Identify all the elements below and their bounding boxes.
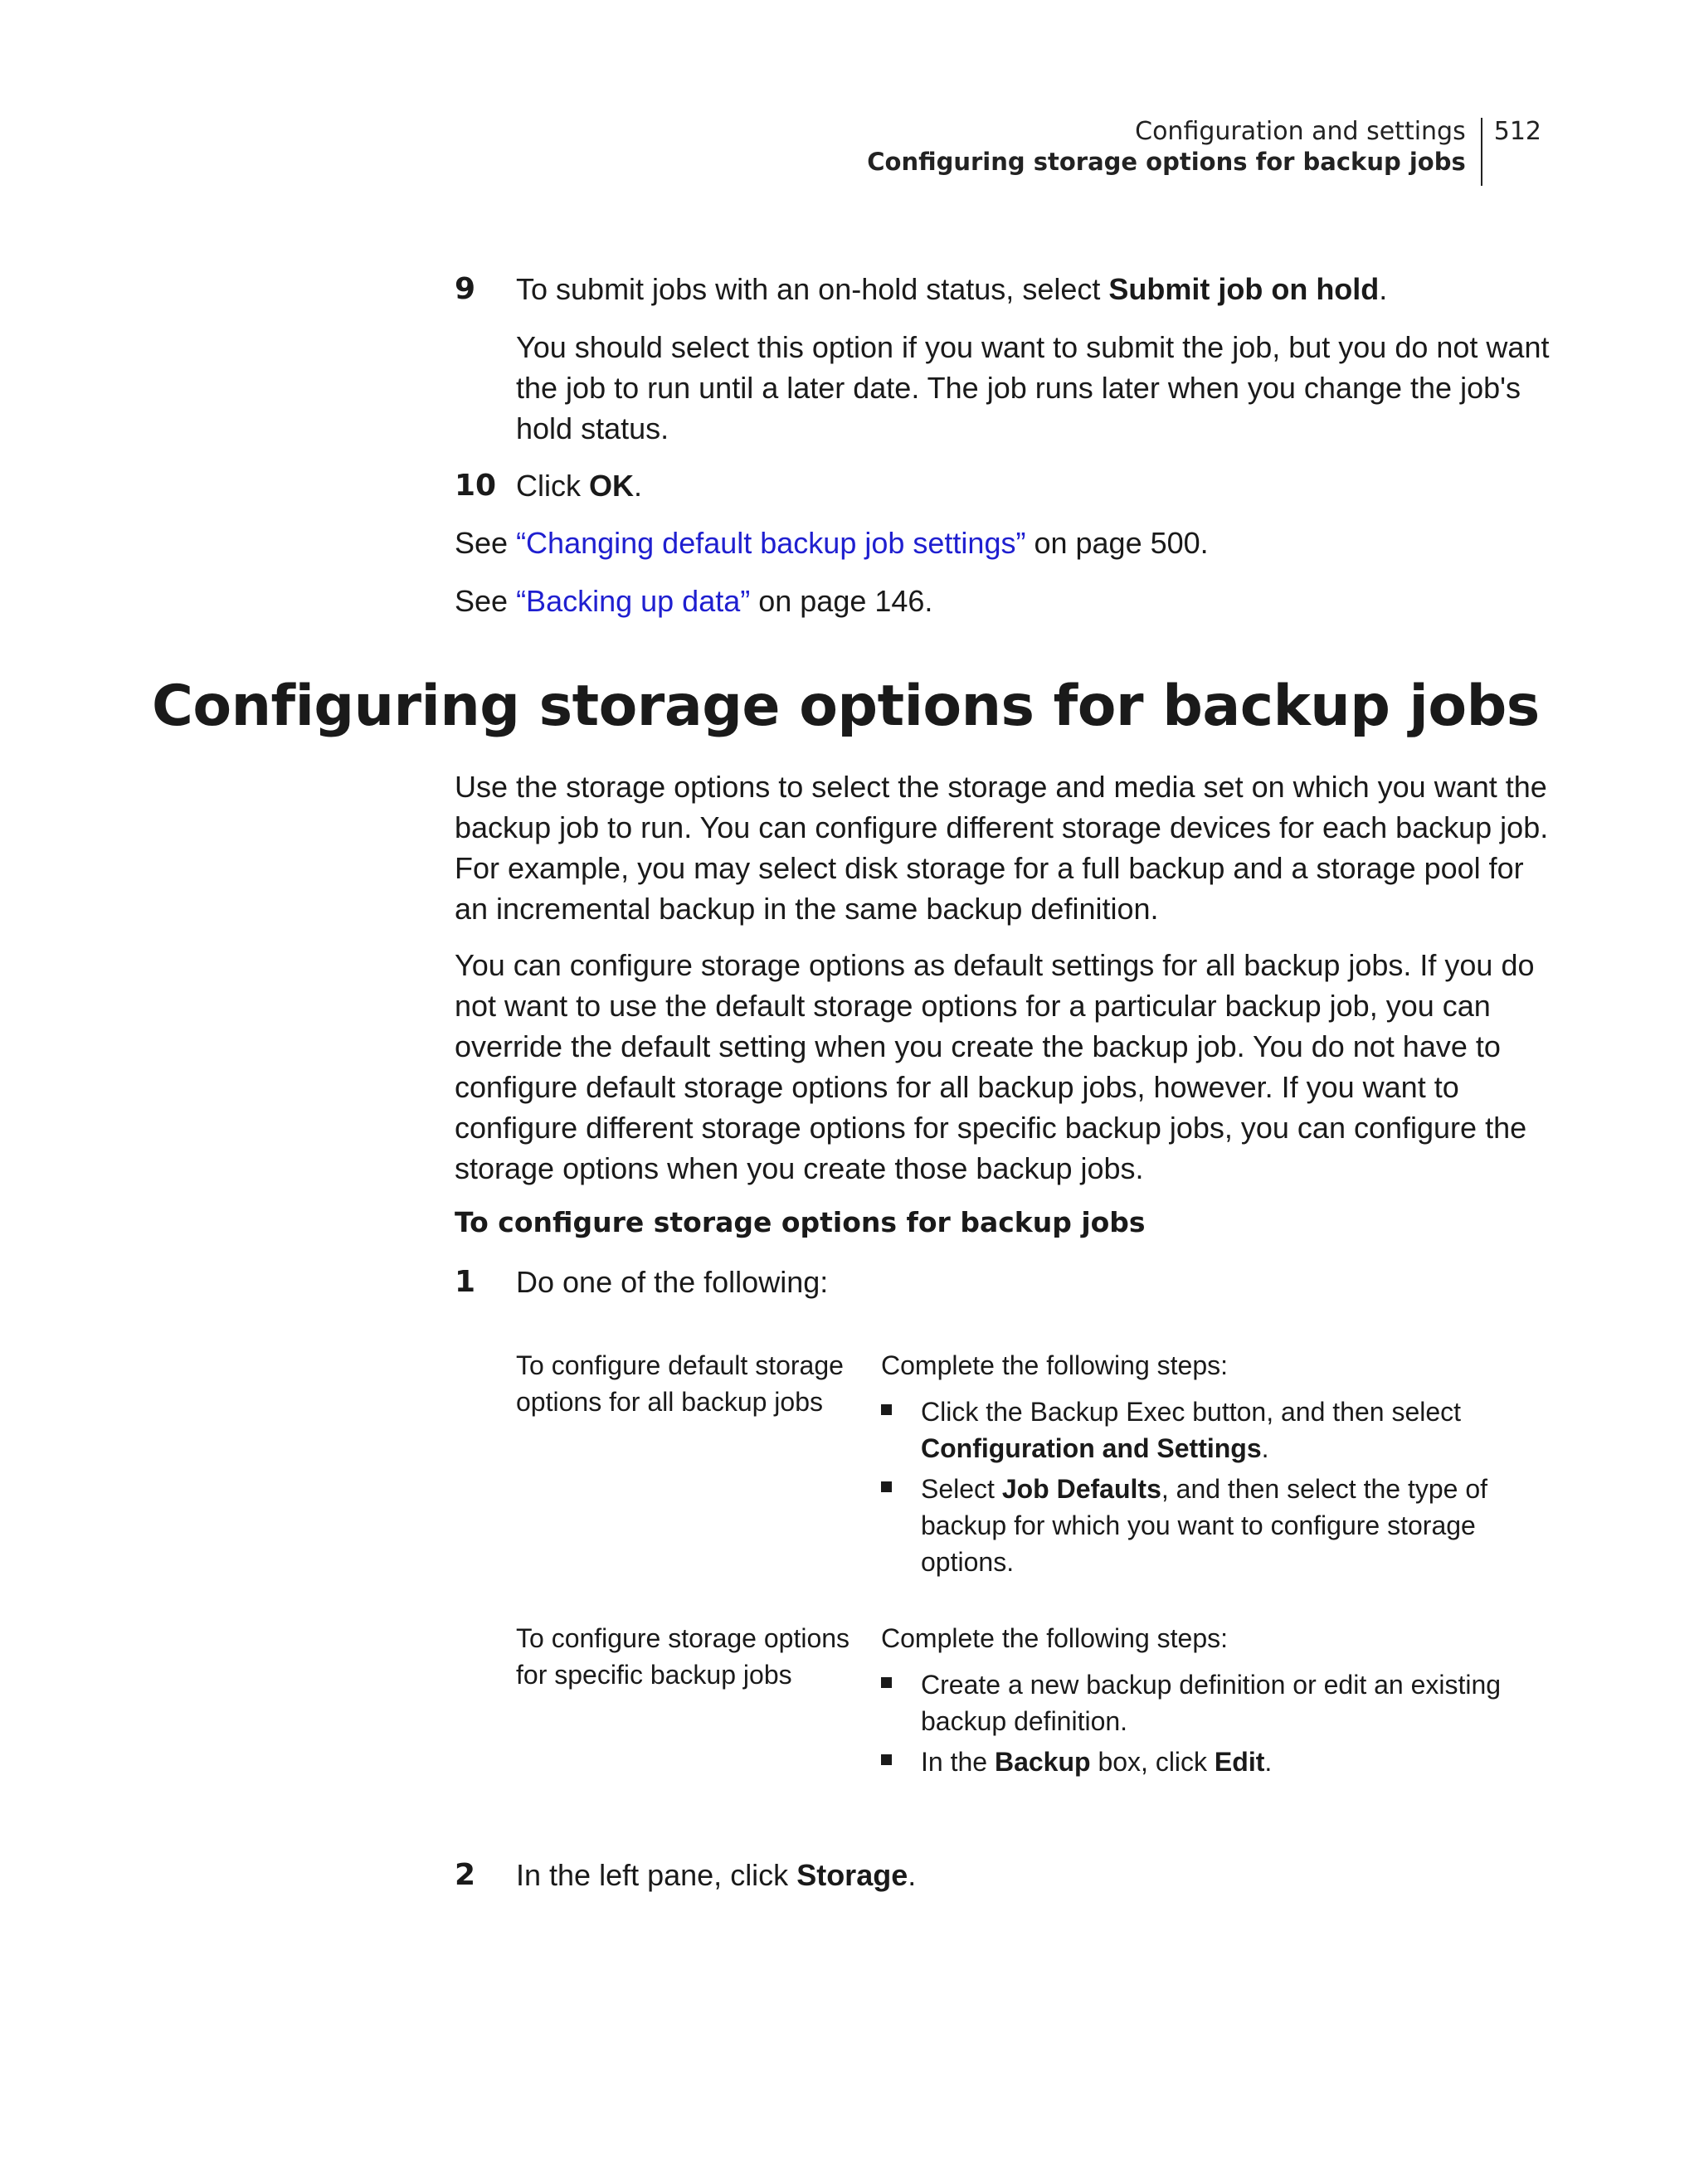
row-2-bullet-2-mid: box, click — [1090, 1747, 1215, 1777]
bullet-square-icon — [881, 1754, 892, 1765]
table-row-1-condition: To configure default storage options for all backup jobs — [516, 1350, 844, 1417]
header-titles — [867, 116, 1465, 178]
table-row-1-bullet-1 — [881, 1394, 1561, 1467]
see-also-2-suffix: on page 146. — [750, 584, 933, 618]
row-2-bullet-2-before: In the — [921, 1747, 995, 1777]
table-row-2-bullet-2 — [881, 1744, 1561, 1780]
see-also-1-link[interactable]: “Changing default backup job settings” — [516, 526, 1026, 560]
table-row-2-steps — [881, 1620, 1561, 1780]
table-row-2-bullet-1 — [881, 1666, 1561, 1739]
row-1-bullet-2-bold: Job Defaults — [1001, 1474, 1161, 1504]
step-2-text — [516, 1855, 1557, 1895]
bullet-square-icon — [881, 1481, 892, 1492]
header-subsection: Configuring storage options for backup jobs — [867, 148, 1466, 176]
row-2-bullet-2-bold-1: Backup — [994, 1747, 1091, 1777]
table-row-1-steps — [881, 1347, 1561, 1580]
step-10-text-after: . — [634, 469, 643, 503]
step-number-9: 9 — [455, 272, 476, 306]
row-1-bullet-2-after: , and then select the type of backup for which you want to configure storage options. — [921, 1474, 1488, 1577]
step-10-bold: OK — [589, 469, 634, 503]
step-2-text-before: In the left pane, click — [516, 1858, 797, 1892]
see-also-2 — [455, 581, 1558, 621]
bullet-square-icon — [881, 1404, 892, 1415]
step-1-text: Do one of the following: — [516, 1265, 829, 1299]
row-2-bullet-1-text: Create a new backup definition or edit an existing backup definition. — [921, 1670, 1502, 1736]
step-2-bold: Storage — [796, 1858, 908, 1892]
step-10-text — [516, 465, 1557, 506]
row-1-bullet-2-before: Select — [921, 1474, 1002, 1504]
intro-paragraph-2: You can configure storage options as default settings for all backup jobs. If you do not want to use the default storage options for a particular backup job, you can override the default setting when you create the backup job. You do not have to configure default storage options for all backup jobs, however. If you want to configure different storage options for specific backup jobs, you can configure the storage options when you create those backup jobs. — [455, 948, 1535, 1185]
running-header — [867, 116, 1541, 186]
page-number: 512 — [1493, 117, 1541, 146]
row-2-bullet-2-bold-2: Edit — [1214, 1747, 1265, 1777]
row-2-bullet-2-after: . — [1264, 1747, 1273, 1777]
table-row-1-intro: Complete the following steps: — [881, 1350, 1228, 1380]
procedure-title: To configure storage options for backup jobs — [455, 1206, 1146, 1238]
step-number-10: 10 — [455, 469, 497, 503]
step-9-bold: Submit job on hold — [1108, 272, 1380, 306]
row-1-bullet-1-bold: Configuration and Settings — [921, 1433, 1262, 1463]
section-title: Configuring storage options for backup jobs — [152, 674, 1540, 739]
step-10-text-before: Click — [516, 469, 589, 503]
table-row-2-condition: To configure storage options for specific backup jobs — [516, 1623, 850, 1690]
see-also-1 — [455, 523, 1558, 563]
step-9-text — [516, 269, 1557, 309]
step-9-note: You should select this option if you want to submit the job, but you do not want the job to run until a later date. The job runs later when you change the job's hold status. — [516, 330, 1550, 445]
table-row-2-intro: Complete the following steps: — [881, 1623, 1228, 1653]
bullet-square-icon — [881, 1677, 892, 1688]
header-divider — [1481, 118, 1482, 186]
row-1-bullet-1-before: Click the Backup Exec button, and then select — [921, 1397, 1462, 1427]
see-also-2-prefix: See — [455, 584, 517, 618]
see-also-2-link[interactable]: “Backing up data” — [516, 584, 751, 618]
header-section: Configuration and settings — [1135, 117, 1466, 146]
step-9-text-before: To submit jobs with an on-hold status, select — [516, 272, 1109, 306]
see-also-1-prefix: See — [455, 526, 517, 560]
intro-paragraph-1: Use the storage options to select the storage and media set on which you want the backup job to run. You can configure different storage devices for each backup job. For example, you may select disk storage for a full backup and a storage pool for an incremental backup in the same backup definition. — [455, 770, 1549, 926]
row-1-bullet-1-after: . — [1261, 1433, 1269, 1463]
step-number-2: 2 — [455, 1858, 476, 1892]
step-9-text-after: . — [1379, 272, 1388, 306]
see-also-1-suffix: on page 500. — [1025, 526, 1209, 560]
step-2-text-after: . — [908, 1858, 917, 1892]
step-number-1: 1 — [455, 1265, 476, 1299]
table-row-1-bullet-2 — [881, 1471, 1561, 1580]
